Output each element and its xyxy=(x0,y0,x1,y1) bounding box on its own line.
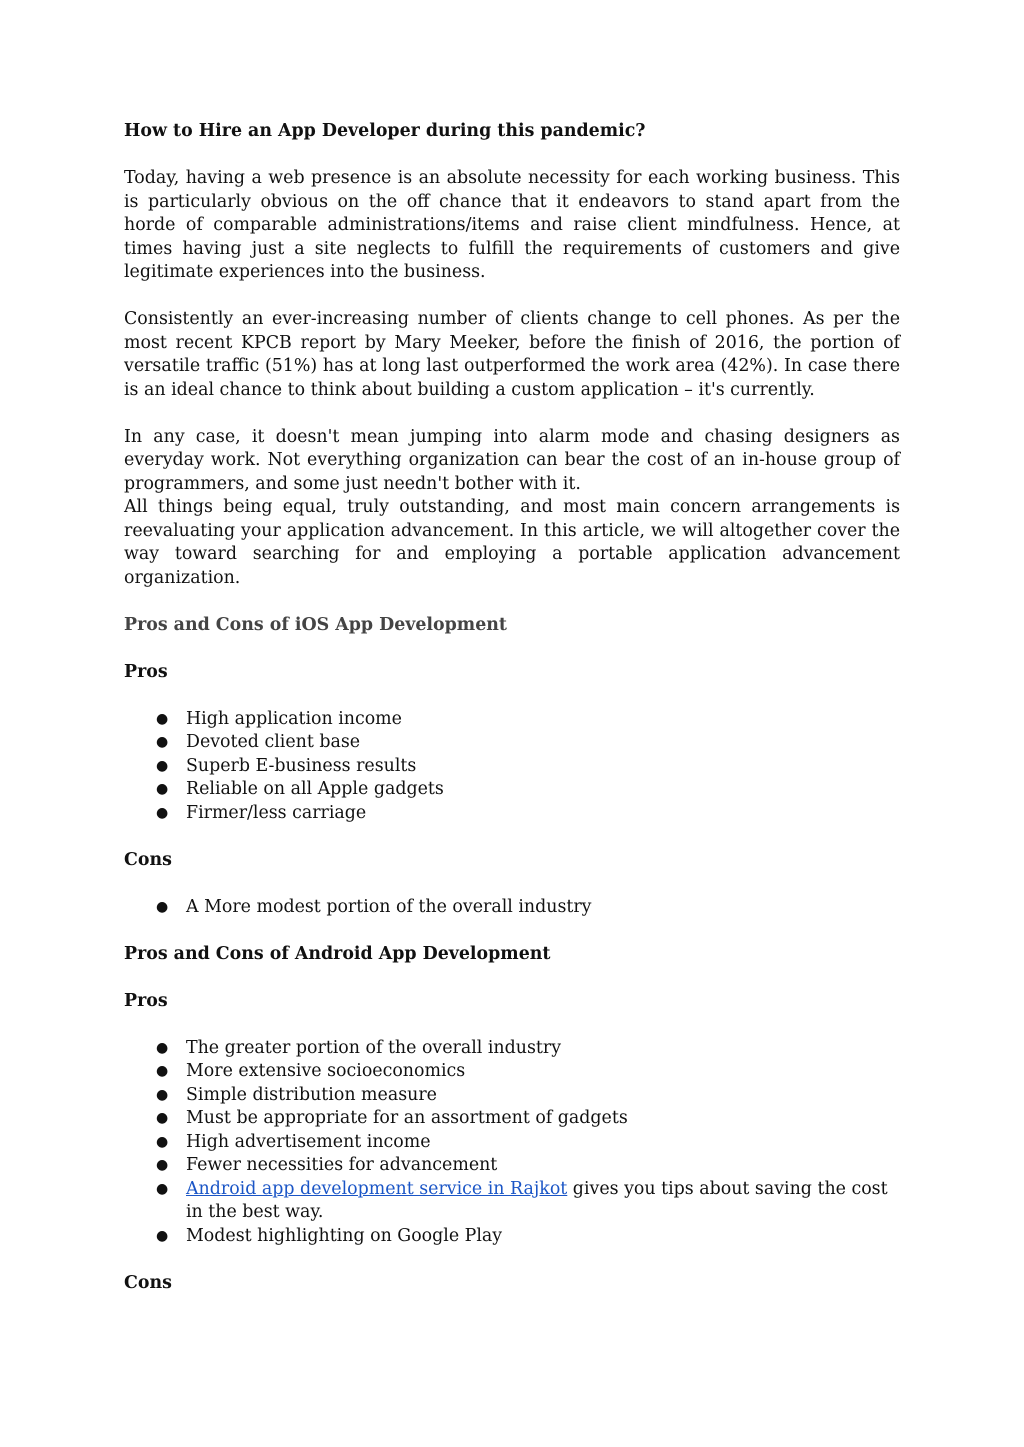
android-pros-list xyxy=(124,1037,900,1249)
bullet-icon: ● xyxy=(156,1086,169,1103)
android-pros-label: Pros xyxy=(124,990,168,1011)
list-item: ● Superb E-business results xyxy=(124,755,900,779)
bullet-icon: ● xyxy=(156,734,169,750)
list-item: ● Reliable on all Apple gadgets xyxy=(124,778,900,802)
ios-pros-list xyxy=(124,708,900,826)
ios-pros-label: Pros xyxy=(124,661,168,682)
list-item: ● Android app development service in Rajkot gives you tips about saving the cost in the best way. xyxy=(156,1178,888,1222)
bullet-icon: ● xyxy=(156,1039,169,1056)
bullet-icon: ● xyxy=(156,1180,169,1197)
bullet-icon: ● xyxy=(156,804,169,821)
list-item: ● Fewer necessities for advancement xyxy=(124,1154,900,1178)
list-item: ● More extensive socioeconomics xyxy=(124,1060,900,1084)
bullet-icon: ● xyxy=(156,1110,169,1126)
bullet-icon: ● xyxy=(156,757,169,774)
paragraph-mobile-traffic: Consistently an ever-increasing number of clients change to cell phones. As per the most recent KPCB report by Mary Meeker, before the finish of 2016, the portion of versatile traffic (51%) has at long last outperformed the work area (42%). In case there is an ideal chance to think about building a custom application – it's currently. xyxy=(124,309,900,400)
bullet-icon: ● xyxy=(156,1227,169,1244)
list-item: ● The greater portion of the overall industry xyxy=(124,1037,900,1061)
bullet-icon: ● xyxy=(156,781,169,797)
paragraph-intro: Today, having a web presence is an absolute necessity for each working business. This is particularly obvious on the off chance that it endeavors to stand apart from the horde of comparable administrations/items and raise client mindfulness. Hence, at times having just a site neglects to fulfill the requirements of customers and give legitimate experiences into the business. xyxy=(124,168,900,282)
rajkot-service-link[interactable]: Android app development service in Rajkot xyxy=(186,1178,568,1199)
ios-cons-list xyxy=(124,896,900,920)
list-item: ● Firmer/less carriage xyxy=(124,802,900,826)
ios-cons-label: Cons xyxy=(124,849,172,870)
bullet-icon: ● xyxy=(156,710,169,727)
bullet-icon: ● xyxy=(156,1133,169,1150)
list-item: ● Simple distribution measure xyxy=(124,1084,900,1108)
list-item: ● High application income xyxy=(124,708,900,732)
document-title: How to Hire an App Developer during this pandemic? xyxy=(124,121,646,141)
android-cons-label: Cons xyxy=(124,1272,172,1293)
list-item: ● Devoted client base xyxy=(124,731,900,755)
ios-section-heading: Pros and Cons of iOS App Development xyxy=(124,614,507,635)
bullet-icon: ● xyxy=(156,1063,169,1079)
list-item: ● Must be appropriate for an assortment of gadgets xyxy=(124,1107,900,1131)
document-page xyxy=(124,120,900,1319)
bullet-icon: ● xyxy=(156,898,169,915)
list-item: ● A More modest portion of the overall industry xyxy=(124,896,900,920)
list-item: ● High advertisement income xyxy=(124,1131,900,1155)
paragraph-outsourcing: All things being equal, truly outstanding, and most main concern arrangements is reevaluating your application advancement. In this article, we will altogether cover the way toward searching for and employing a portable application advancement organization. xyxy=(124,497,900,588)
android-section-heading: Pros and Cons of Android App Development xyxy=(124,943,551,964)
paragraph-in-any-case: In any case, it doesn't mean jumping into alarm mode and chasing designers as everyday work. Not everything organization can bear the cost of an in-house group of programmers, and some just needn't bother with it. xyxy=(124,426,900,494)
list-item: ● Modest highlighting on Google Play xyxy=(124,1225,900,1249)
bullet-icon: ● xyxy=(156,1157,169,1173)
